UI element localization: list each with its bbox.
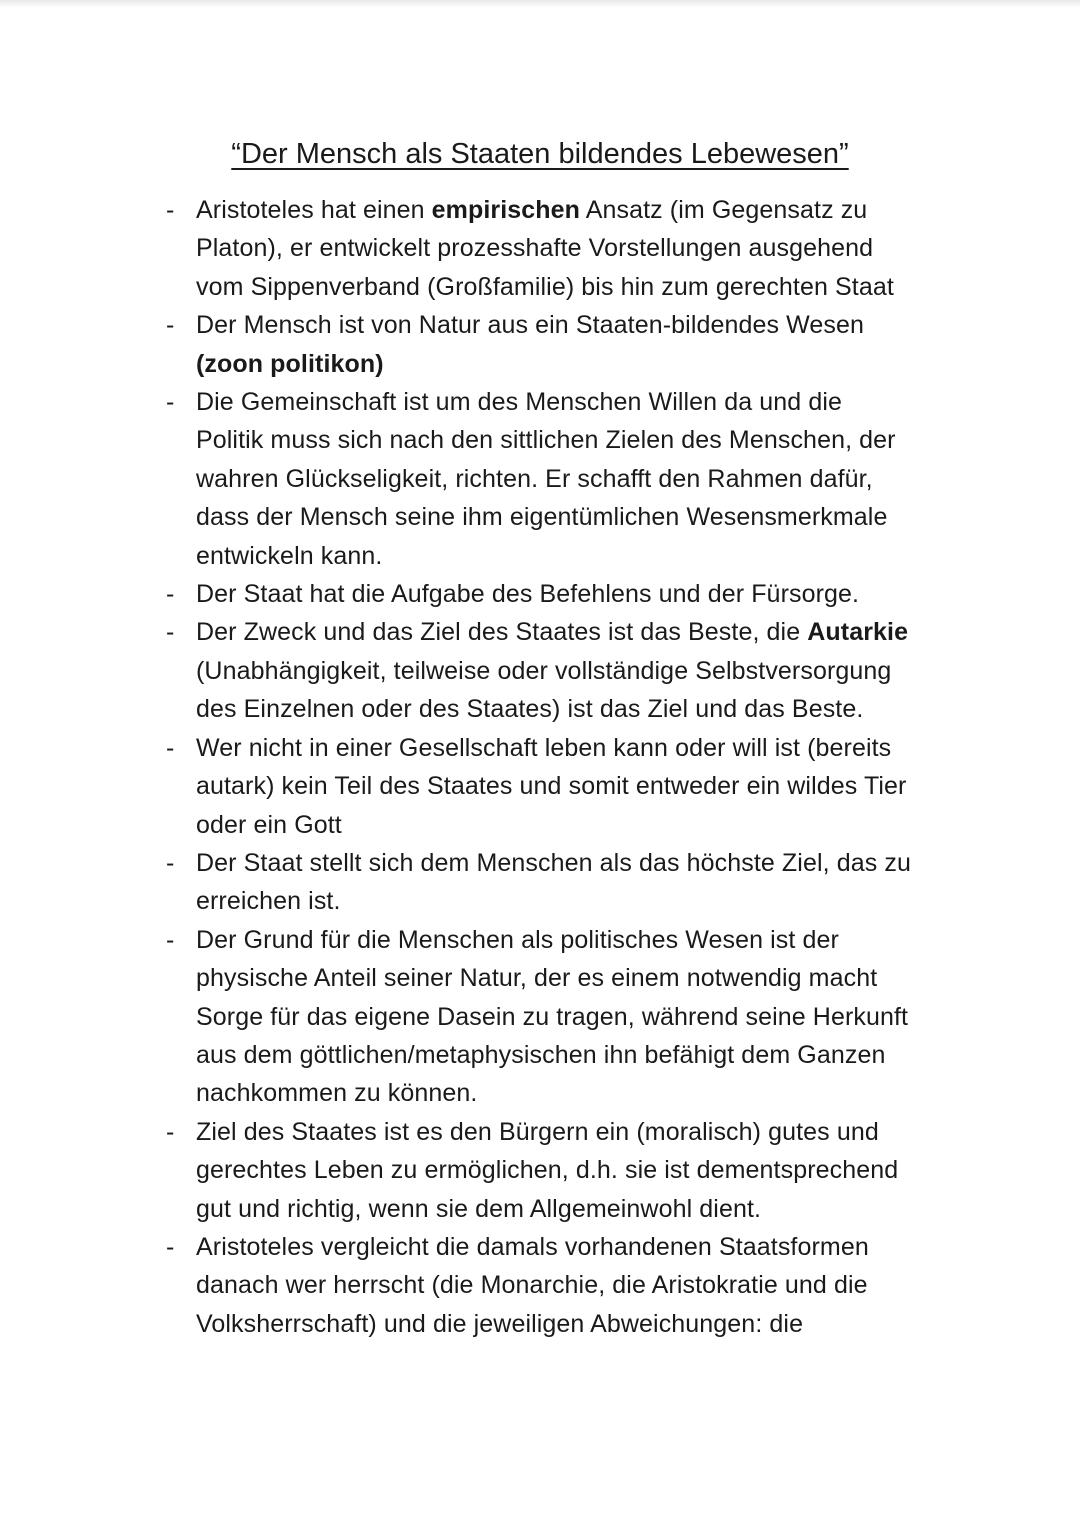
text-run: Ziel des Staates ist es den Bürgern ein (moralisch) gutes und — [196, 1117, 879, 1146]
list-item — [160, 383, 960, 575]
text-line — [196, 882, 960, 920]
text-line — [196, 537, 960, 575]
text-run: entwickeln kann. — [196, 541, 383, 570]
text-run: gerechtes Leben zu ermöglichen, d.h. sie ist dementsprechend — [196, 1156, 899, 1185]
list-item — [160, 1113, 960, 1228]
text-line — [196, 998, 960, 1036]
list-item — [160, 613, 960, 728]
text-run: Politik muss sich nach den sittlichen Zielen des Menschen, der — [196, 426, 896, 455]
bullet-dash: - — [166, 1232, 175, 1261]
text-line — [196, 652, 960, 690]
text-run: physische Anteil seiner Natur, der es einem notwendig macht — [196, 964, 878, 993]
text-run: Der Grund für die Menschen als politisches Wesen ist der — [196, 925, 839, 954]
bullet-dash: - — [166, 925, 175, 954]
text-run: Der Staat hat die Aufgabe des Befehlens und der Fürsorge. — [196, 580, 860, 609]
text-run: Der Staat stellt sich dem Menschen als das höchste Ziel, das zu — [196, 848, 911, 877]
text-line — [196, 1190, 960, 1228]
text-line — [196, 1036, 960, 1074]
text-line — [196, 690, 960, 728]
text-run: vom Sippenverband (Großfamilie) bis hin zum gerechten Staat — [196, 272, 894, 301]
text-line — [196, 1151, 960, 1189]
text-run: oder ein Gott — [196, 810, 342, 839]
text-line — [196, 383, 960, 421]
list-item — [160, 921, 960, 1113]
list-item — [160, 191, 960, 306]
text-line — [196, 729, 960, 767]
text-line — [196, 229, 960, 267]
text-line — [196, 498, 960, 536]
list-item — [160, 729, 960, 844]
text-run: gut und richtig, wenn sie dem Allgemeinwohl dient. — [196, 1194, 762, 1223]
text-run: (Unabhängigkeit, teilweise oder vollständige Selbstversorgung — [196, 656, 892, 685]
bullet-dash: - — [166, 311, 175, 340]
text-line — [196, 191, 960, 229]
text-run: Platon), er entwickelt prozesshafte Vorstellungen ausgehend — [196, 234, 874, 263]
text-line — [196, 1266, 960, 1304]
text-line — [196, 1228, 960, 1266]
text-line — [196, 460, 960, 498]
page-title-text: “Der Mensch als Staaten bildendes Lebewesen” — [231, 138, 849, 170]
text-run: autark) kein Teil des Staates und somit entweder ein wildes Tier — [196, 772, 907, 801]
text-line — [196, 1305, 960, 1343]
bold-term: (zoon politikon) — [196, 349, 384, 378]
text-run: Die Gemeinschaft ist um des Menschen Willen da und die — [196, 388, 842, 417]
text-line — [196, 1074, 960, 1112]
text-run: Der Mensch ist von Natur aus ein Staaten-bildendes Wesen — [196, 311, 864, 340]
text-run: aus dem göttlichen/metaphysischen ihn befähigt dem Ganzen — [196, 1040, 886, 1069]
text-line — [196, 268, 960, 306]
page-title — [0, 134, 1080, 174]
text-run: Aristoteles vergleicht die damals vorhandenen Staatsformen — [196, 1232, 869, 1261]
text-run: dass der Mensch seine ihm eigentümlichen Wesensmerkmale — [196, 503, 888, 532]
text-line — [196, 613, 960, 651]
text-run: danach wer herrscht (die Monarchie, die Aristokratie und die — [196, 1271, 868, 1300]
text-line — [196, 345, 960, 383]
text-line — [196, 767, 960, 805]
text-line — [196, 806, 960, 844]
bold-term: empirischen — [431, 196, 581, 224]
bullet-list — [160, 191, 960, 1343]
text-line — [196, 575, 960, 613]
text-run: Wer nicht in einer Gesellschaft leben kann oder will ist (bereits — [196, 733, 892, 762]
list-item — [160, 844, 960, 921]
bold-term: Autarkie — [807, 618, 909, 647]
text-line — [196, 421, 960, 459]
text-run: Ansatz (im Gegensatz zu — [580, 196, 868, 224]
text-line — [196, 959, 960, 997]
bullet-dash: - — [166, 1117, 175, 1146]
bullet-dash: - — [166, 733, 175, 762]
text-line — [196, 306, 960, 344]
list-item — [160, 306, 960, 383]
text-run: des Einzelnen oder des Staates) ist das Ziel und das Beste. — [196, 695, 864, 724]
list-item — [160, 1228, 960, 1343]
text-run: Der Zweck und das Ziel des Staates ist das Beste, die — [196, 618, 808, 647]
text-run: wahren Glückseligkeit, richten. Er schafft den Rahmen dafür, — [196, 464, 873, 493]
bullet-dash: - — [166, 388, 175, 417]
text-run: erreichen ist. — [196, 887, 341, 916]
text-line — [196, 844, 960, 882]
bullet-dash: - — [166, 618, 175, 647]
text-line — [196, 1113, 960, 1151]
bullet-dash: - — [166, 848, 175, 877]
list-item — [160, 575, 960, 613]
bullet-dash: - — [166, 196, 175, 224]
text-run: Volksherrschaft) und die jeweiligen Abweichungen: die — [196, 1309, 804, 1338]
text-run: Aristoteles hat einen — [196, 196, 432, 224]
bullet-dash: - — [166, 580, 175, 609]
text-run: nachkommen zu können. — [196, 1079, 478, 1108]
text-run: Sorge für das eigene Dasein zu tragen, während seine Herkunft — [196, 1002, 909, 1031]
text-line — [196, 921, 960, 959]
